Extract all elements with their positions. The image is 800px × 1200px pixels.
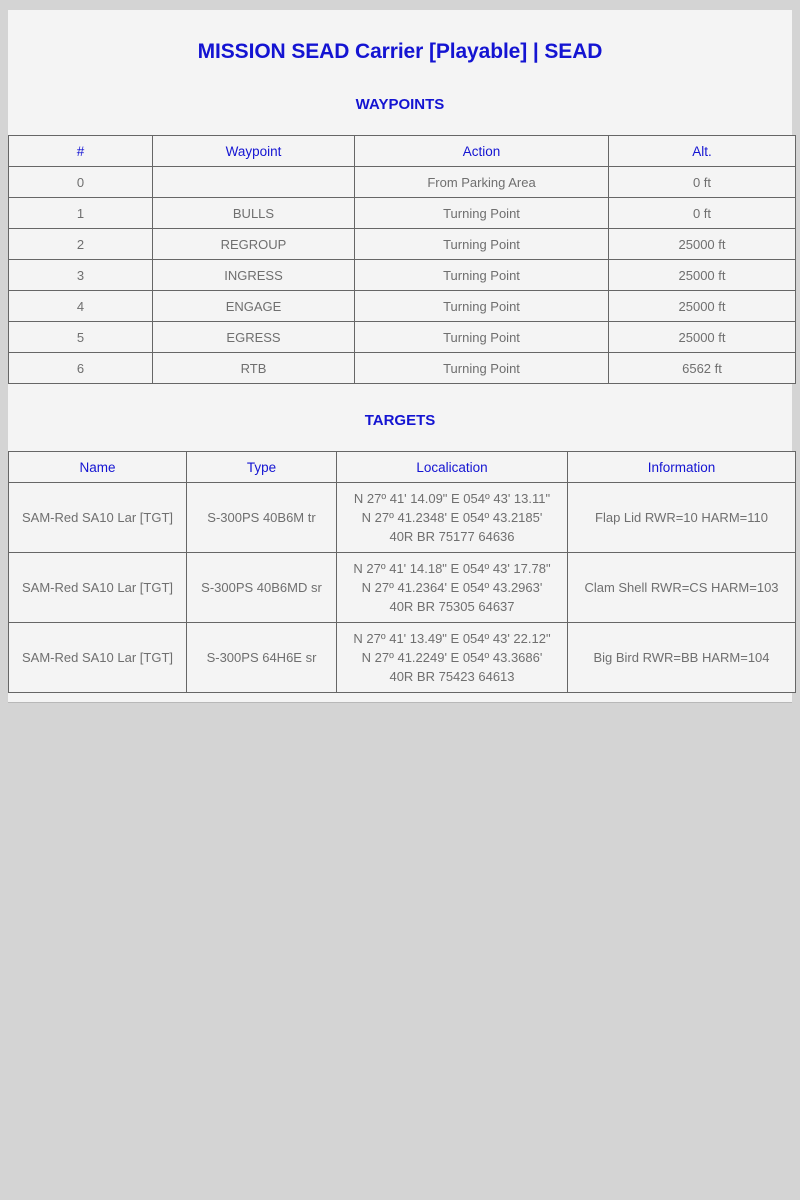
localication-ddm: N 27º 41.2249' E 054º 43.3686' [361,650,543,665]
table-row [9,322,796,353]
column-header-action: Action [355,136,609,167]
target-localication [337,553,568,623]
waypoint-action: Turning Point [355,260,609,291]
table-row [9,198,796,229]
bottom-divider [9,696,792,697]
column-header-localication: Localication [337,452,568,483]
waypoint-number: 0 [9,167,153,198]
column-header-waypoint: Waypoint [153,136,355,167]
table-row [9,623,796,693]
waypoint-alt: 6562 ft [609,353,796,384]
localication-dms: N 27º 41' 13.49" E 054º 43' 22.12" [353,631,551,646]
targets-section-title: TARGETS [364,412,436,429]
waypoint-action: Turning Point [355,229,609,260]
table-row [9,260,796,291]
waypoint-alt: 0 ft [609,198,796,229]
table-row [9,553,796,623]
waypoint-number: 1 [9,198,153,229]
waypoint-action: Turning Point [355,198,609,229]
waypoint-alt: 0 ft [609,167,796,198]
target-type: S-300PS 40B6MD sr [187,553,337,623]
localication-mgrs: 40R BR 75423 64613 [389,669,515,684]
target-name: SAM-Red SA10 Lar [TGT] [9,483,187,553]
waypoint-action: From Parking Area [355,167,609,198]
mission-briefing-page [8,10,792,703]
column-header-alt: Alt. [609,136,796,167]
localication-ddm: N 27º 41.2364' E 054º 43.2963' [361,580,543,595]
localication-mgrs: 40R BR 75305 64637 [389,599,515,614]
waypoint-number: 4 [9,291,153,322]
column-header-information: Information [568,452,796,483]
waypoint-action: Turning Point [355,291,609,322]
target-localication [337,483,568,553]
target-type: S-300PS 40B6M tr [187,483,337,553]
waypoint-name: ENGAGE [153,291,355,322]
localication-dms: N 27º 41' 14.18" E 054º 43' 17.78" [353,561,551,576]
waypoint-name: EGRESS [153,322,355,353]
waypoint-action: Turning Point [355,322,609,353]
waypoint-number: 3 [9,260,153,291]
waypoint-alt: 25000 ft [609,229,796,260]
targets-header-row [9,452,796,483]
waypoint-number: 6 [9,353,153,384]
target-information: Flap Lid RWR=10 HARM=110 [568,483,796,553]
waypoint-name [153,167,355,198]
waypoint-alt: 25000 ft [609,291,796,322]
table-row [9,229,796,260]
target-name: SAM-Red SA10 Lar [TGT] [9,553,187,623]
table-row [9,353,796,384]
page-title: MISSION SEAD Carrier [Playable] | SEAD [197,40,603,63]
table-row [9,483,796,553]
column-header-number: # [9,136,153,167]
localication-ddm: N 27º 41.2348' E 054º 43.2185' [361,510,543,525]
waypoints-section-title: WAYPOINTS [355,96,445,113]
waypoint-alt: 25000 ft [609,260,796,291]
target-name: SAM-Red SA10 Lar [TGT] [9,623,187,693]
column-header-name: Name [9,452,187,483]
waypoint-name: BULLS [153,198,355,229]
target-information: Big Bird RWR=BB HARM=104 [568,623,796,693]
column-header-type: Type [187,452,337,483]
waypoint-name: REGROUP [153,229,355,260]
waypoint-name: INGRESS [153,260,355,291]
waypoint-alt: 25000 ft [609,322,796,353]
waypoints-header-row [9,136,796,167]
localication-mgrs: 40R BR 75177 64636 [389,529,515,544]
waypoint-name: RTB [153,353,355,384]
waypoint-number: 2 [9,229,153,260]
waypoint-action: Turning Point [355,353,609,384]
target-information: Clam Shell RWR=CS HARM=103 [568,553,796,623]
target-type: S-300PS 64H6E sr [187,623,337,693]
table-row [9,167,796,198]
waypoint-number: 5 [9,322,153,353]
target-localication [337,623,568,693]
table-row [9,291,796,322]
targets-table [8,451,796,693]
waypoints-table [8,135,796,384]
localication-dms: N 27º 41' 14.09" E 054º 43' 13.11" [353,491,551,506]
